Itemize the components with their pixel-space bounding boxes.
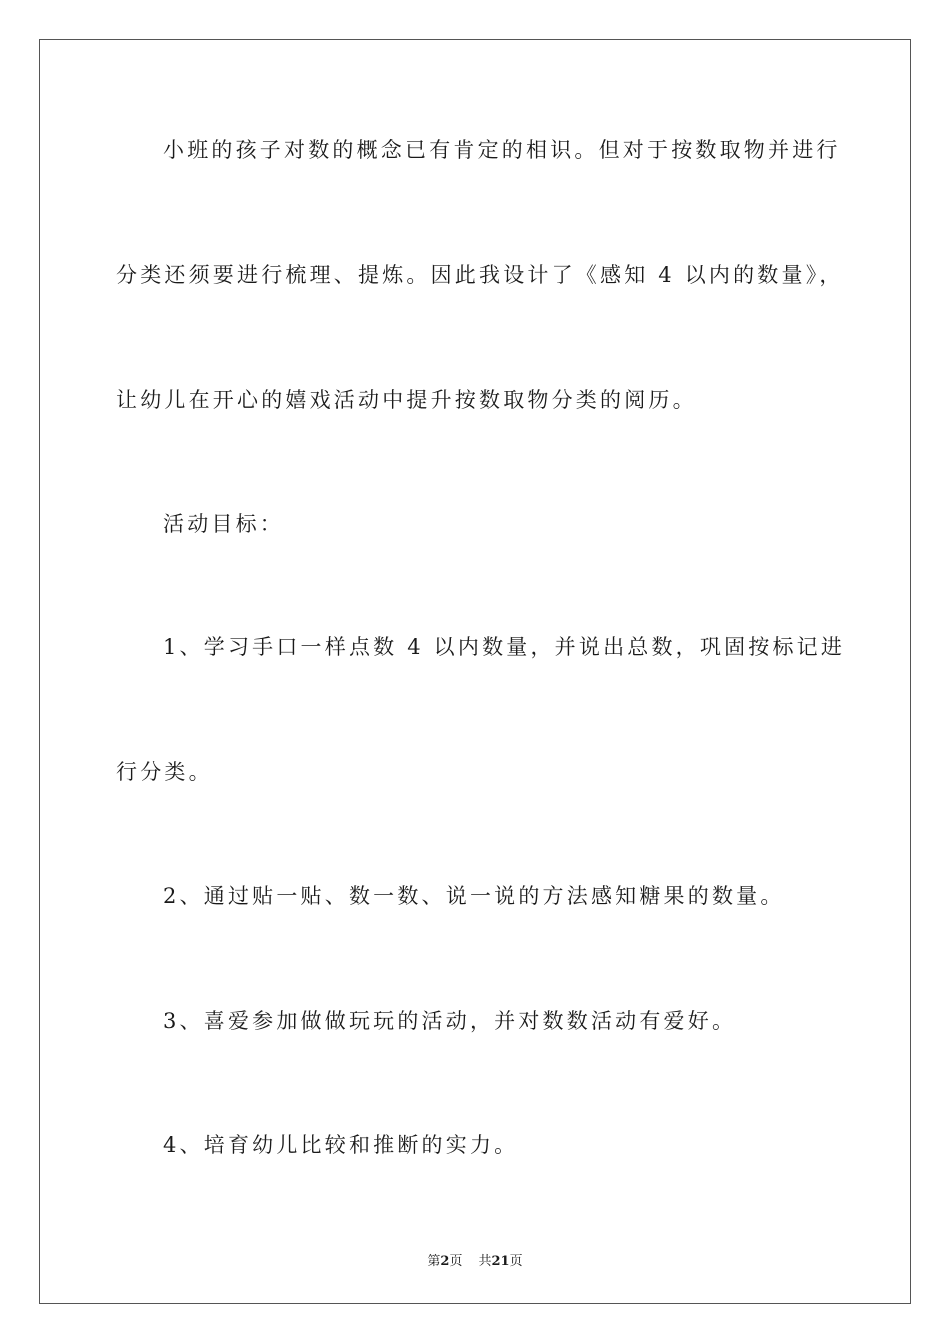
goal-2: 2、通过贴一贴、数一数、说一说的方法感知糖果的数量。 xyxy=(163,884,785,908)
goal-4: 4、培育幼儿比较和推断的实力。 xyxy=(163,1133,519,1157)
paragraph-intro-line-1: 小班的孩子对数的概念已有肯定的相识。但对于按数取物并进行 xyxy=(163,138,841,162)
paragraph-intro-line-2: 分类还须要进行梳理、提炼。因此我设计了《感知 4 以内的数量》， xyxy=(116,263,844,287)
footer-page-prefix: 第 xyxy=(427,1254,441,1269)
goal-3: 3、喜爱参加做做玩玩的活动，并对数数活动有爱好。 xyxy=(163,1009,737,1033)
paragraph-intro-line-3: 让幼儿在开心的嬉戏活动中提升按数取物分类的阅历。 xyxy=(116,388,697,412)
footer-current-page: 2 xyxy=(440,1254,450,1269)
footer-total-pages: 21 xyxy=(491,1254,510,1269)
page-footer xyxy=(0,1250,950,1269)
goal-1-line-2: 行分类。 xyxy=(116,760,213,784)
section-heading-goals: 活动目标： xyxy=(163,512,284,536)
footer-total-prefix: 共 xyxy=(478,1254,492,1269)
footer-page-suffix: 页 xyxy=(449,1254,463,1269)
page-border xyxy=(39,39,911,1304)
footer-total-suffix: 页 xyxy=(509,1254,523,1269)
goal-1-line-1: 1、学习手口一样点数 4 以内数量，并说出总数，巩固按标记进 xyxy=(163,635,846,659)
